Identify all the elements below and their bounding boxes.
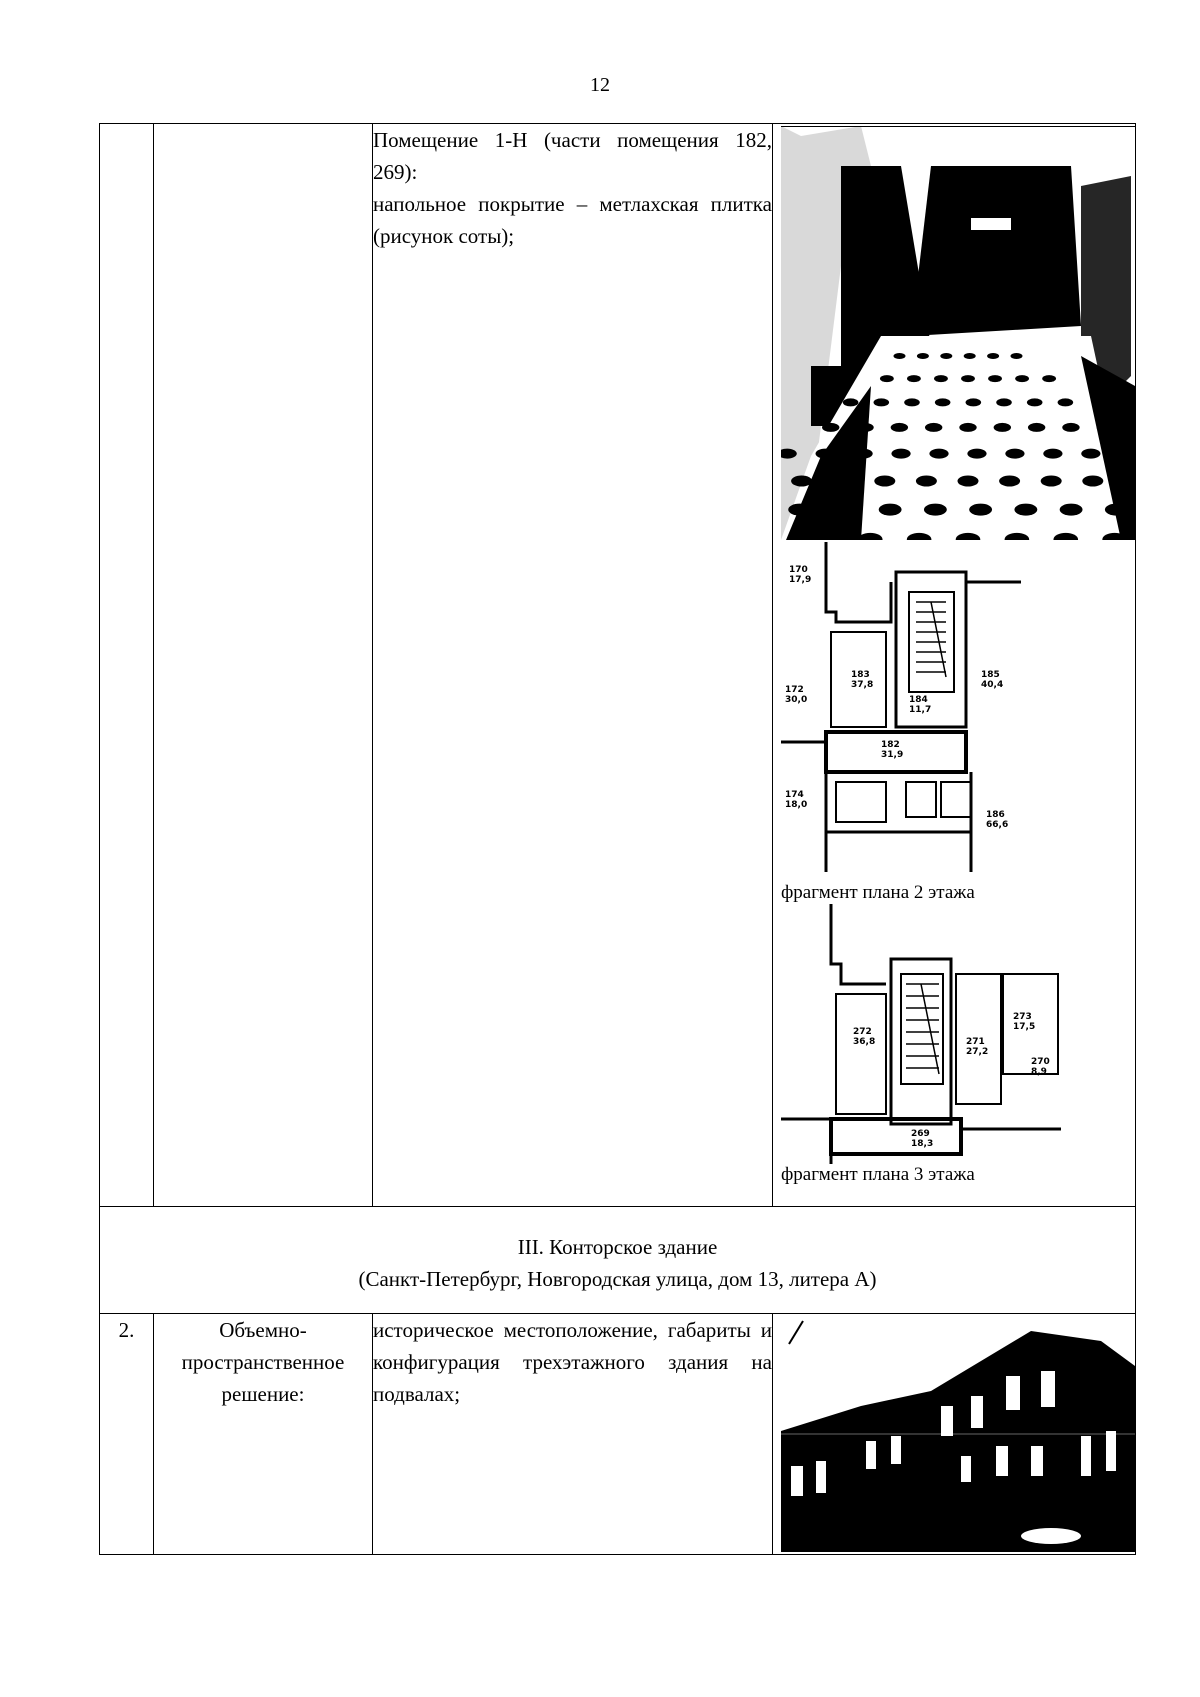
plan2-label-area-184: 11,7 [909, 705, 932, 715]
floor-tile-dot [924, 504, 947, 516]
floor-tile-dot [874, 398, 890, 406]
floor-tile-dot [1028, 423, 1045, 432]
plan3-label-area-270: 8,9 [1031, 1067, 1047, 1077]
plan2-label-172: 172 [785, 685, 804, 695]
floor-tile-dot [940, 353, 952, 359]
cell-number-empty [100, 124, 154, 1207]
floor-tile-dot [854, 449, 873, 459]
document-table [99, 123, 1136, 1555]
floor-3-plan [781, 904, 1061, 1164]
plan2-label-area-172: 30,0 [785, 695, 808, 705]
table-row-section-header [100, 1207, 1136, 1314]
row-subject: Объемно-пространственное решение: [154, 1314, 373, 1555]
row-description: историческое местоположение, габариты и конфигурация трехэтажного здания на подвалах; [373, 1314, 773, 1555]
floor-tile-dot [964, 353, 976, 359]
floor-tile-dot [1027, 398, 1043, 406]
floor-tile-dot [1105, 504, 1128, 516]
floor-tile-dot [1042, 375, 1056, 382]
floor-tile-dot [856, 423, 873, 432]
table-row-premises [100, 124, 1136, 1207]
plan3-label-273: 273 [1013, 1012, 1032, 1022]
cell-building-photo [773, 1314, 1136, 1555]
caption-floor-2-plan: фрагмент плана 2 этажа [781, 882, 975, 903]
floor-tile-dot [833, 476, 854, 487]
floor-tile-dot [929, 449, 948, 459]
floor-tile-dot [880, 375, 894, 382]
cell-premises-description [373, 124, 773, 1207]
floor-tile-dot [834, 504, 857, 516]
floor-tile-dot [987, 353, 999, 359]
floor-tile-dot [891, 449, 910, 459]
floor-tile-dot [843, 398, 859, 406]
plan2-label-area-182: 31,9 [881, 750, 904, 760]
cell-subject-empty [154, 124, 373, 1207]
plan3-label-271: 271 [966, 1037, 985, 1047]
floor-tile-dot [969, 504, 992, 516]
floor-tile-dot [1062, 423, 1079, 432]
plan2-label-170: 170 [789, 565, 808, 575]
row-number: 2. [100, 1314, 154, 1555]
premises-line-2: напольное покрытие – метлахская плитка (рисунок соты); [373, 192, 772, 248]
plan3-label-area-272: 36,8 [853, 1037, 876, 1047]
floor-tile-dot [934, 375, 948, 382]
floor-tile-dot [1041, 476, 1062, 487]
floor-tile-dot [1097, 423, 1114, 432]
table-row-2 [100, 1314, 1136, 1555]
floor-tile-dot [1060, 504, 1083, 516]
floor-tile-dot [894, 353, 906, 359]
cell-premises-images [773, 124, 1136, 1207]
floor-tile-dot [1058, 398, 1074, 406]
floor-tile-dot [999, 476, 1020, 487]
plan3-label-269: 269 [911, 1129, 930, 1139]
plan2-label-area-174: 18,0 [785, 800, 808, 810]
caption-floor-3-plan: фрагмент плана 3 этажа [781, 1164, 975, 1185]
floor-tile-dot [966, 398, 982, 406]
floor-tile-dot [891, 423, 908, 432]
section-address: (Санкт-Петербург, Новгородская улица, дом 13, литера А) [358, 1267, 877, 1291]
floor-tile-dot [1043, 449, 1062, 459]
page-number: 12 [590, 74, 610, 96]
floor-tile-dot [988, 375, 1002, 382]
plan2-label-186: 186 [986, 810, 1005, 820]
plan2-label-area-185: 40,4 [981, 680, 1004, 690]
plan2-label-area-186: 66,6 [986, 820, 1009, 830]
plan3-label-272: 272 [853, 1027, 872, 1037]
floor-tile-dot [822, 423, 839, 432]
floor-tile-dot [961, 375, 975, 382]
floor-tile-dot [916, 476, 937, 487]
floor-tile-dot [907, 375, 921, 382]
plan3-label-area-271: 27,2 [966, 1047, 989, 1057]
premises-line-1: Помещение 1-Н (части помещения 182, 269): [373, 128, 772, 184]
section-header-cell [100, 1207, 1136, 1314]
floor-tile-dot [874, 476, 895, 487]
floor-tile-dot [1081, 449, 1100, 459]
plan2-label-182: 182 [881, 740, 900, 750]
plan3-label-270: 270 [1031, 1057, 1050, 1067]
plan2-label-area-183: 37,8 [851, 680, 874, 690]
floor-tile-dot [994, 423, 1011, 432]
plan2-label-174: 174 [785, 790, 804, 800]
section-title: III. Конторское здание [517, 1235, 718, 1259]
plan2-label-area-170: 17,9 [789, 575, 812, 585]
plan3-label-area-269: 18,3 [911, 1139, 934, 1149]
floor-tile-dot [1082, 476, 1103, 487]
floor-tile-dot [1011, 353, 1023, 359]
floor-tile-dot [791, 476, 812, 487]
floor-tile-dot [996, 398, 1012, 406]
plan2-label-184: 184 [909, 695, 928, 705]
floor-tile-dot [917, 353, 929, 359]
floor-tile-dot [935, 398, 951, 406]
plan2-label-183: 183 [851, 670, 870, 680]
floor-tile-dot [925, 423, 942, 432]
floor-tile-dot [1014, 504, 1037, 516]
floor-tile-dot [816, 449, 835, 459]
floor-tile-dot [959, 423, 976, 432]
plan3-label-area-273: 17,5 [1013, 1022, 1036, 1032]
floor-tile-dot [967, 449, 986, 459]
floor-tile-dot [1015, 375, 1029, 382]
floor-tile-dot [788, 504, 811, 516]
floor-tile-dot [904, 398, 920, 406]
floor-tile-dot [958, 476, 979, 487]
floor-tile-photo [781, 126, 1135, 540]
floor-tile-dot [1005, 449, 1024, 459]
floor-tile-dot [879, 504, 902, 516]
building-facade-photo [781, 1316, 1135, 1552]
floor-2-plan [781, 542, 1021, 882]
plan2-label-185: 185 [981, 670, 1000, 680]
